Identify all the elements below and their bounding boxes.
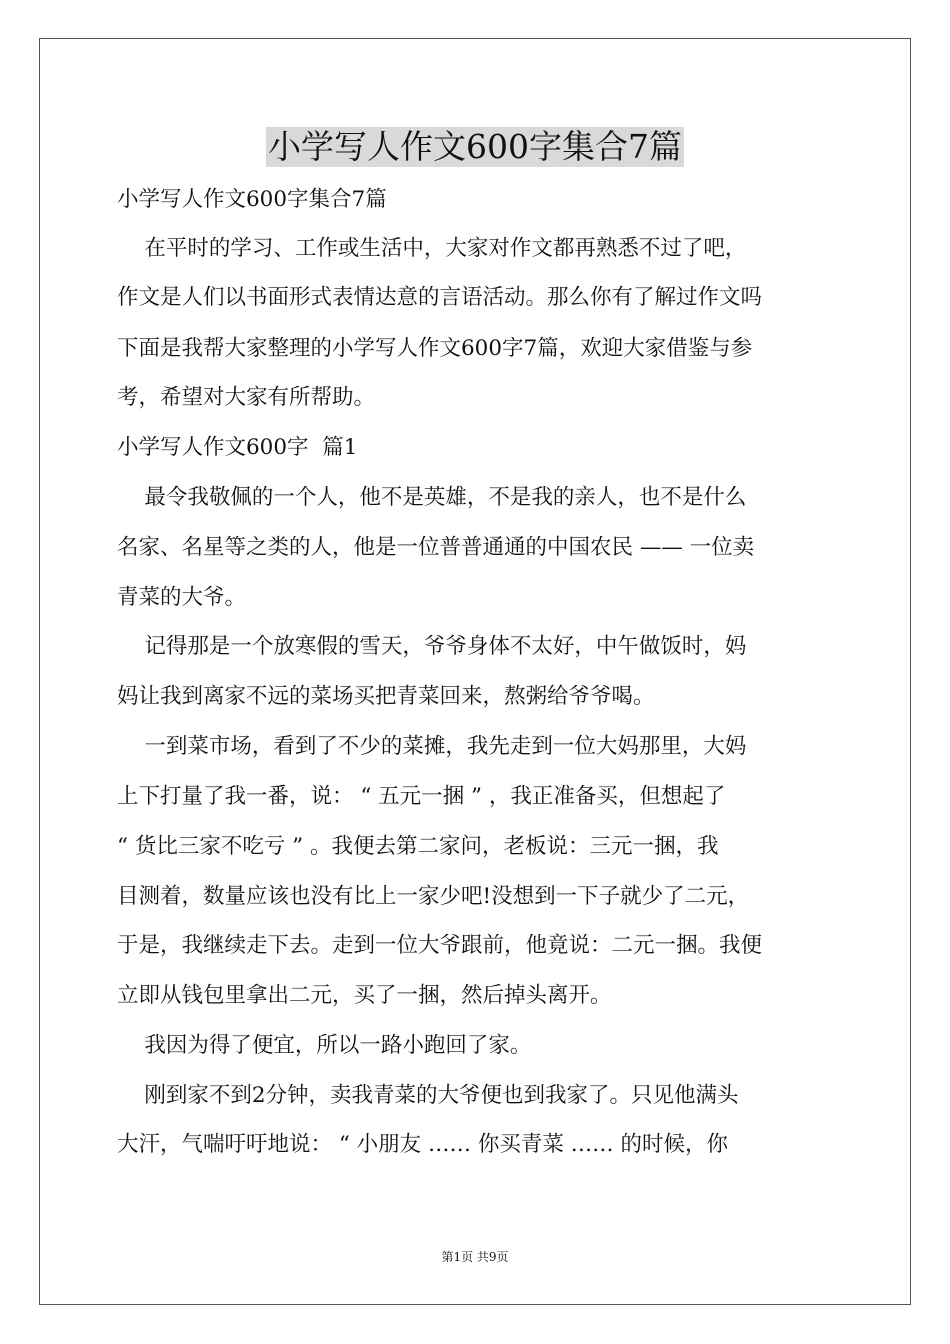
body-line: 我因为得了便宜，所以一路小跑回了家。 (117, 1033, 532, 1058)
body-line: 妈让我到离家不远的菜场买把青菜回来，熬粥给爷爷喝。 (117, 684, 655, 709)
section-heading: 小学写人作文600字 篇1 (117, 435, 358, 460)
body-line: 青菜的大爷。 (117, 585, 247, 610)
body-line: “ 货比三家不吃亏 ” 。我便去第二家问，老板说：三元一捆，我 (117, 834, 719, 859)
body-line: 最令我敬佩的一个人，他不是英雄，不是我的亲人，也不是什么 (117, 485, 747, 510)
body-line: 上下打量了我一番，说： “ 五元一捆 ” ，我正准备买，但想起了 (117, 784, 726, 809)
body-line: 大汗，气喘吁吁地说： “ 小朋友 …… 你买青菜 …… 的时候，你 (117, 1132, 728, 1157)
body-line: 下面是我帮大家整理的小学写人作文600字7篇，欢迎大家借鉴与参 (117, 336, 753, 361)
body-line: 在平时的学习、工作或生活中，大家对作文都再熟悉不过了吧， (117, 236, 747, 261)
body-line: 作文是人们以书面形式表情达意的言语活动。那么你有了解过作文吗 (117, 285, 763, 310)
page-footer: 第1页 共9页 (441, 1250, 509, 1264)
page-border (39, 38, 911, 1305)
body-line: 考，希望对大家有所帮助。 (117, 385, 376, 410)
body-line: 目测着，数量应该也没有比上一家少吧!没想到一下子就少了二元， (117, 884, 750, 909)
body-line: 立即从钱包里拿出二元，买了一捆，然后掉头离开。 (117, 983, 612, 1008)
subtitle-line: 小学写人作文600字集合7篇 (117, 187, 387, 212)
body-line: 刚到家不到2分钟，卖我青菜的大爷便也到我家了。只见他满头 (117, 1083, 739, 1108)
document-title-wrapper (0, 127, 950, 167)
body-line: 于是，我继续走下去。走到一位大爷跟前，他竟说：二元一捆。我便 (117, 933, 763, 958)
body-line: 记得那是一个放寒假的雪天，爷爷身体不太好，中午做饭时，妈 (117, 634, 747, 659)
body-line: 一到菜市场，看到了不少的菜摊，我先走到一位大妈那里，大妈 (117, 734, 747, 759)
document-title: 小学写人作文600字集合7篇 (268, 127, 682, 166)
body-line: 名家、名星等之类的人，他是一位普普通通的中国农民 —— 一位卖 (117, 535, 755, 560)
